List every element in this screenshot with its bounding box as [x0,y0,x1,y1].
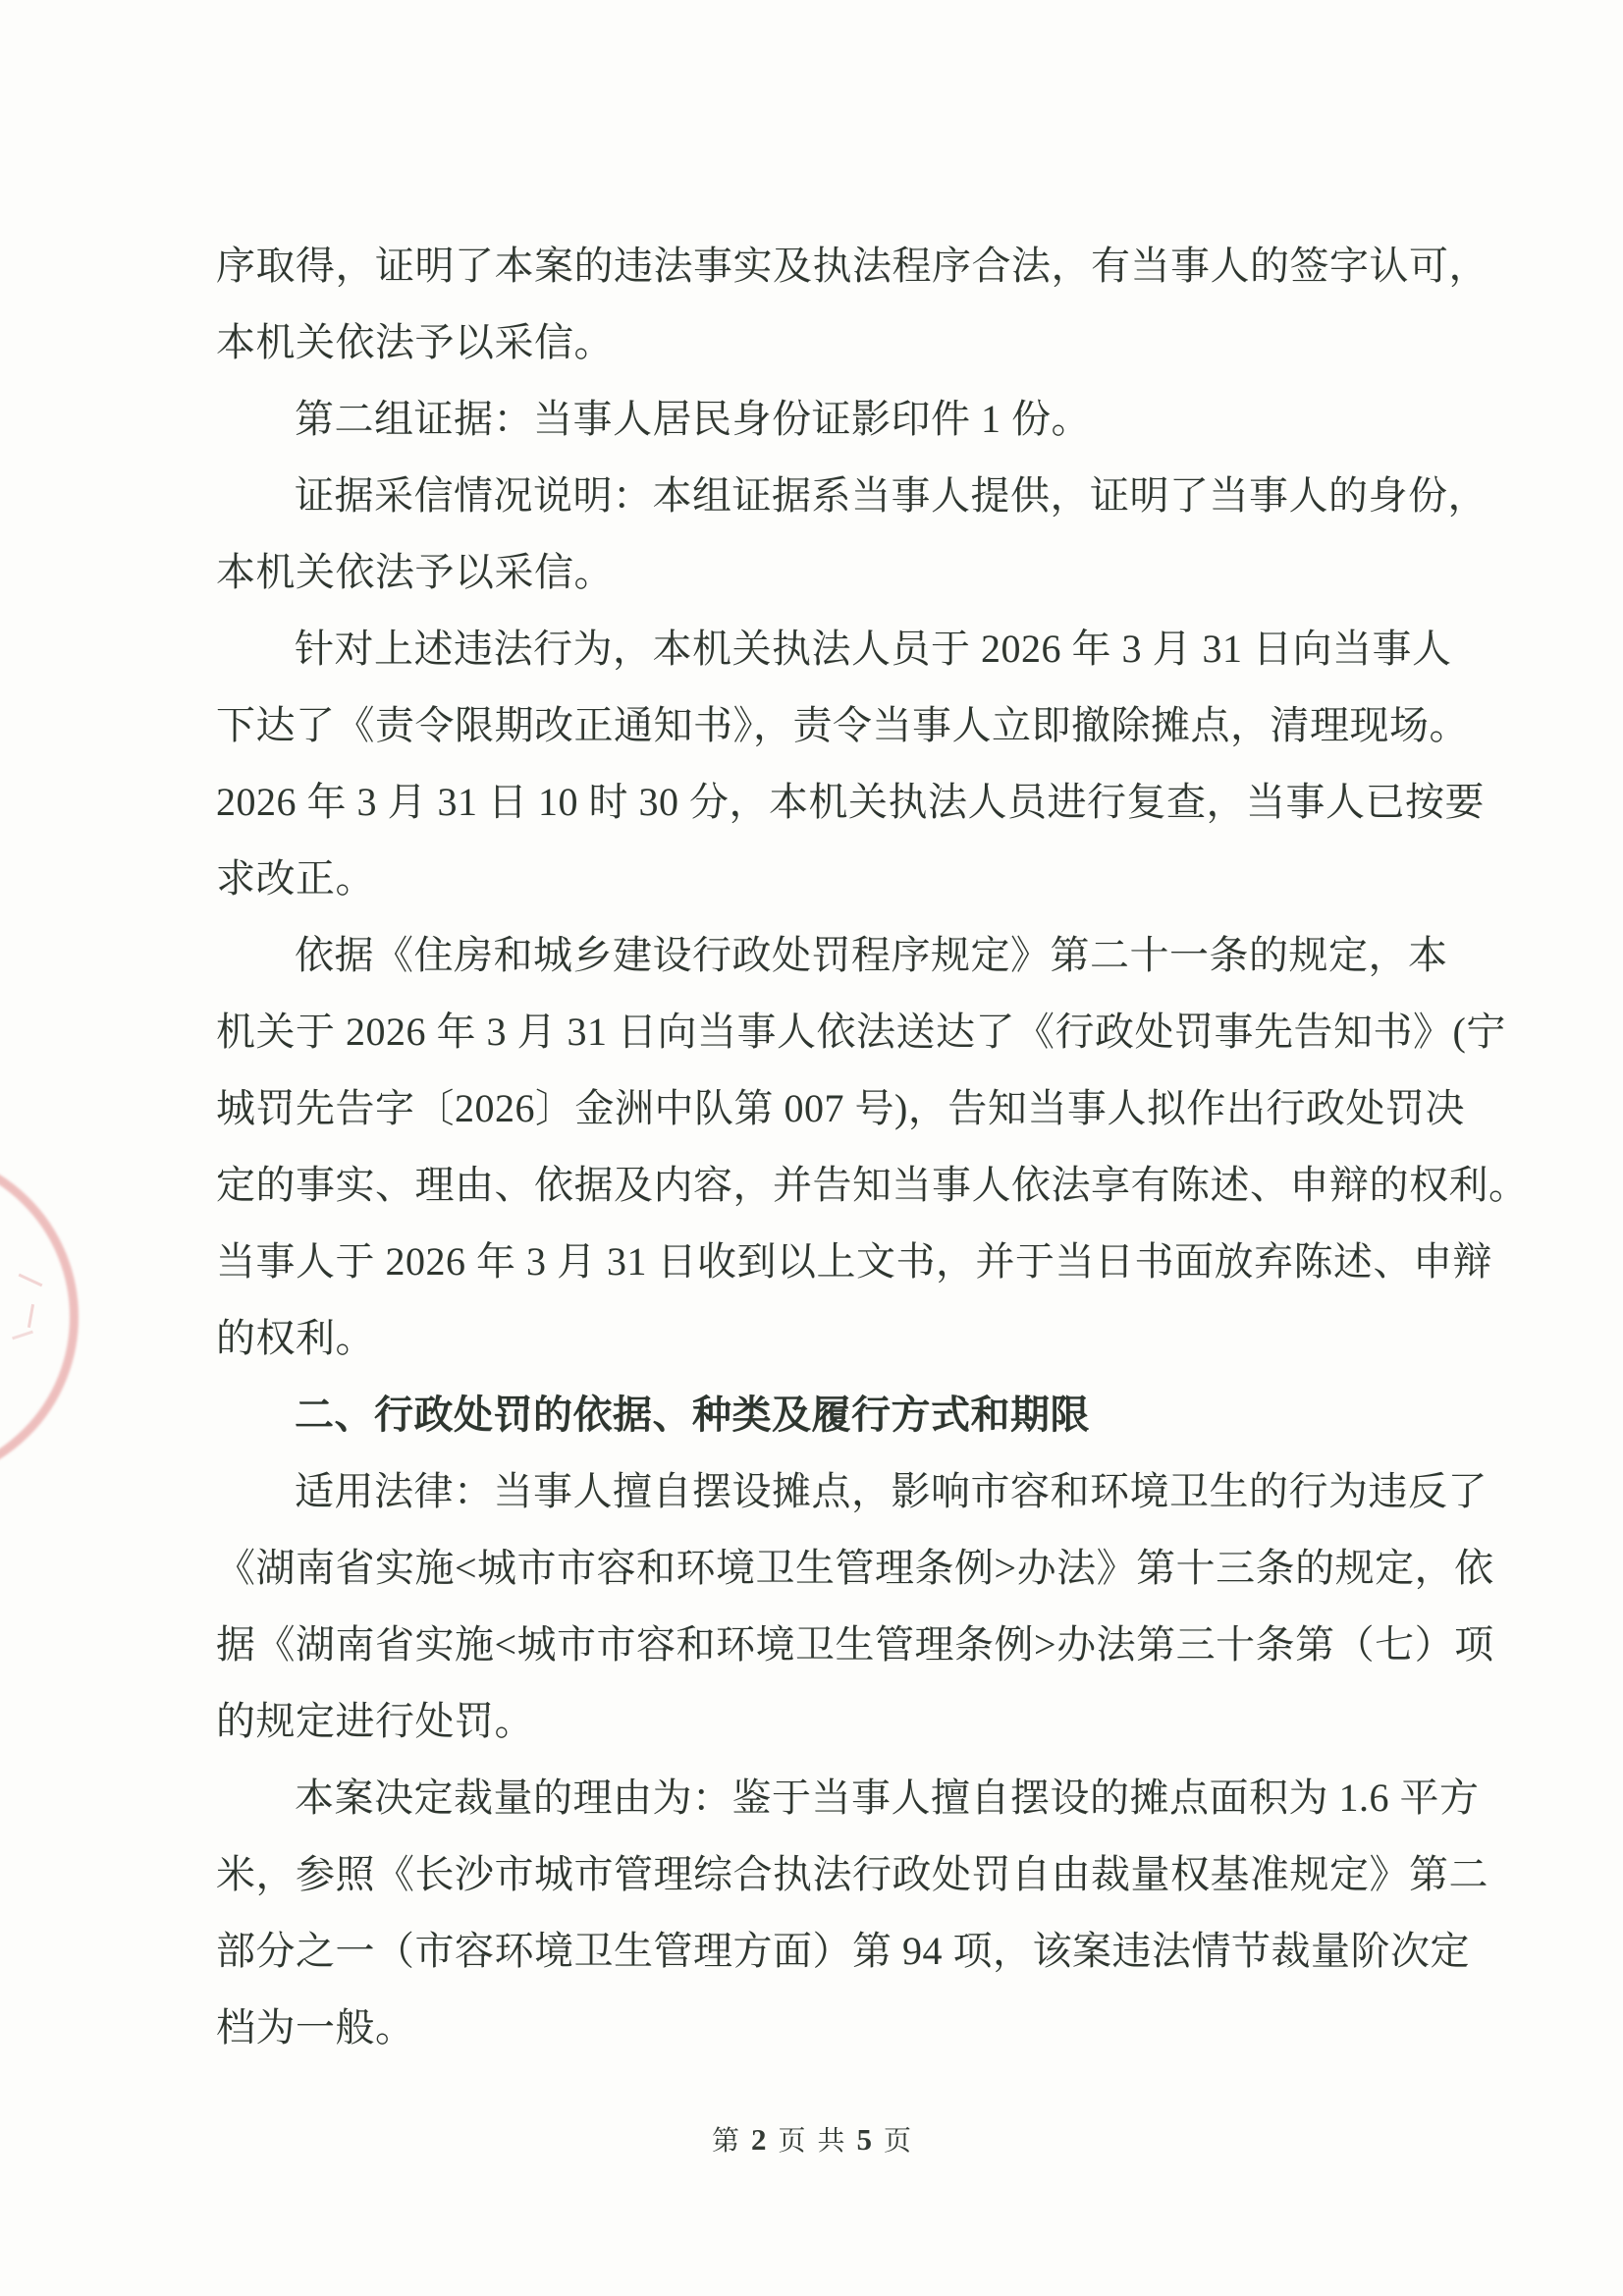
body-text-line: 第二组证据：当事人居民身份证影印件 1 份。 [295,397,1091,441]
body-text-line: 求改正。 [216,856,375,901]
body-text-line: 针对上述违法行为，本机关执法人员于 2026 年 3 月 31 日向当事人 [295,627,1452,671]
body-text-line: 的权利。 [216,1316,375,1360]
footer-total-page-label: 页 [884,2126,912,2157]
body-text-line: 2026 年 3 月 31 日 10 时 30 分，本机关执法人员进行复查，当事人已按要 [216,780,1485,824]
body-text-line: 下达了《责令限期改正通知书》，责令当事人立即撤除摊点，清理现场。 [216,703,1469,747]
body-text-line: 档为一般。 [216,2005,415,2050]
red-seal-stamp [0,1149,79,1485]
body-text-line: 机关于 2026 年 3 月 31 日向当事人依法送达了《行政处罚事先告知书》(宁 [216,1010,1506,1054]
body-text-line: 本案决定裁量的理由为：鉴于当事人擅自摆设的摊点面积为 1.6 平方 [295,1776,1480,1820]
page-footer [0,2119,1623,2159]
body-text-line: 定的事实、理由、依据及内容，并告知当事人依法享有陈述、申辩的权利。 [216,1163,1529,1207]
body-text-line: 的规定进行处罚。 [216,1699,534,1743]
footer-page-number: 2 [750,2122,767,2157]
body-text-line: 当事人于 2026 年 3 月 31 日收到以上文书，并于当日书面放弃陈述、申辩 [216,1239,1492,1284]
body-text-line: 适用法律：当事人擅自摆设摊点，影响市容和环境卫生的行为违反了 [295,1469,1488,1513]
body-text-line: 本机关依法予以采信。 [216,550,614,594]
footer-total-pages: 5 [856,2122,873,2157]
body-text-line: 部分之一（市容环境卫生管理方面）第 94 项，该案违法情节裁量阶次定 [216,1929,1470,1973]
body-text-line: 《湖南省实施<城市市容和环境卫生管理条例>办法》第十三条的规定，依 [216,1546,1494,1590]
body-text-line: 本机关依法予以采信。 [216,320,614,364]
body-text-line: 序取得，证明了本案的违法事实及执法程序合法，有当事人的签字认可， [216,244,1488,288]
document-body [216,228,1529,2066]
footer-prefix-label: 第 [711,2126,739,2157]
body-text-line: 米，参照《长沙市城市管理综合执法行政处罚自由裁量权基准规定》第二 [216,1852,1488,1896]
body-text-line: 依据《住房和城乡建设行政处罚程序规定》第二十一条的规定，本 [295,933,1448,977]
section-heading-line: 二、行政处罚的依据、种类及履行方式和期限 [295,1393,1090,1437]
body-text-line: 城罚先告字〔2026〕金洲中队第 007 号)，告知当事人拟作出行政处罚决 [216,1086,1465,1130]
body-text-line: 据《湖南省实施<城市市容和环境卫生管理条例>办法第三十条第（七）项 [216,1622,1494,1667]
footer-page-label: 页 [778,2126,806,2157]
footer-total-label: 共 [817,2126,845,2157]
body-text-line: 证据采信情况说明：本组证据系当事人提供，证明了当事人的身份， [295,473,1488,518]
